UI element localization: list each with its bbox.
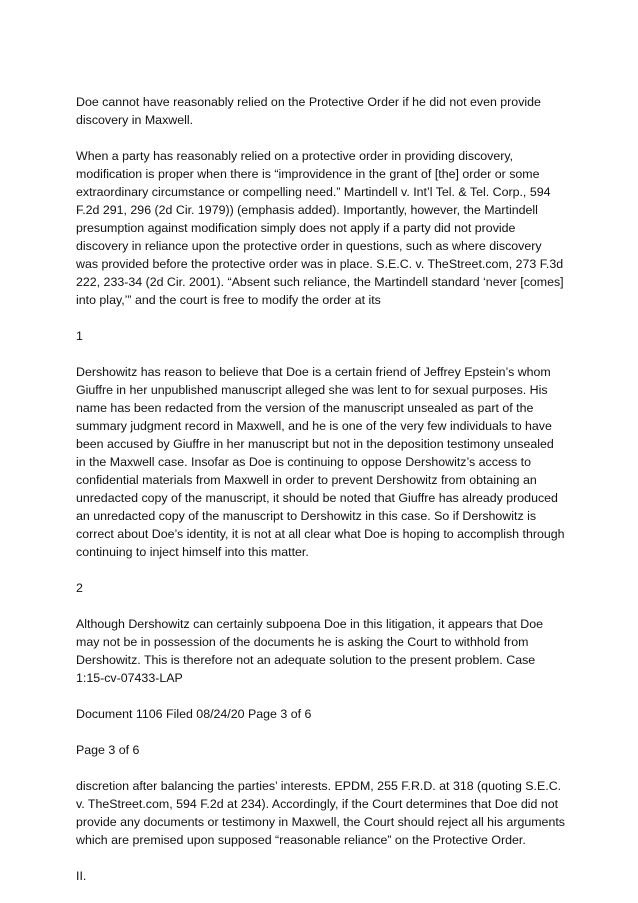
paragraph-discretion: discretion after balancing the parties’ interests. EPDM, 255 F.R.D. at 318 (quoting S.E.C. v. TheStreet.com, 594 F.2d at 234). Accordingly, if the Court determines that Doe did not provide any documents or testimony in Maxwell, the Court should reject all his arguments which are premised upon supposed “reasonable reliance” on the Protective Order. bbox=[76, 779, 565, 847]
document-header-filed: Document 1106 Filed 08/24/20 Page 3 of 6 bbox=[76, 707, 312, 721]
paragraph-reliance-intro: Doe cannot have reasonably relied on the Protective Order if he did not even provide discovery in Maxwell. bbox=[76, 95, 541, 127]
footnote-number-1: 1 bbox=[76, 329, 83, 343]
footnote-1-text: Dershowitz has reason to believe that Doe is a certain friend of Jeffrey Epstein’s whom Giuffre in her unpublished manuscript alleged she was lent to for sexual purposes. His name has been redacted from the version of the manuscript unsealed as part of the summary judgment record in Maxwell, and he is one of the very few individuals to have been accused by Giuffre in her manuscript but not in the deposition testimony unsealed in the Maxwell case. Insofar as Doe is continuing to oppose Dershowitz’s access to confidential materials from Maxwell in order to prevent Dershowitz from obtaining an unredacted copy of the manuscript, it should be noted that Giuffre has already produced an unredacted copy of the manuscript to Dershowitz in this case. So if Dershowitz is correct about Doe’s identity, it is not at all clear what Doe is hoping to accomplish through continuing to inject himself into this matter. bbox=[76, 365, 565, 559]
paragraph-martindell: When a party has reasonably relied on a protective order in providing discovery, modification is proper when there is “improvidence in the grant of [the] order or some extraordinary circumstance or compelling need.” Martindell v. Int’l Tel. & Tel. Corp., 594 F.2d 291, 296 (2d Cir. 1979)) (emphasis added). Importantly, however, the Martindell presumption against modification simply does not apply if a party did not provide discovery in reliance upon the protective order in questions, such as where discovery was provided before the protective order was in place. S.E.C. v. TheStreet.com, 273 F.3d 222, 233-34 (2d Cir. 2001). “Absent such reliance, the Martindell standard ‘never [comes] into play,’” and the court is free to modify the order at its bbox=[76, 149, 564, 307]
footnote-number-2: 2 bbox=[76, 581, 83, 595]
footnote-2-text: Although Dershowitz can certainly subpoena Doe in this litigation, it appears that Doe may not be in possession of the documents he is asking the Court to withhold from Dershowitz. This is therefore not an adequate solution to the present problem. Case 1:15-cv-07433-LAP bbox=[76, 617, 543, 685]
document-body bbox=[76, 93, 566, 903]
page-number: Page 3 of 6 bbox=[76, 743, 140, 757]
section-heading-ii: II. bbox=[76, 869, 87, 883]
